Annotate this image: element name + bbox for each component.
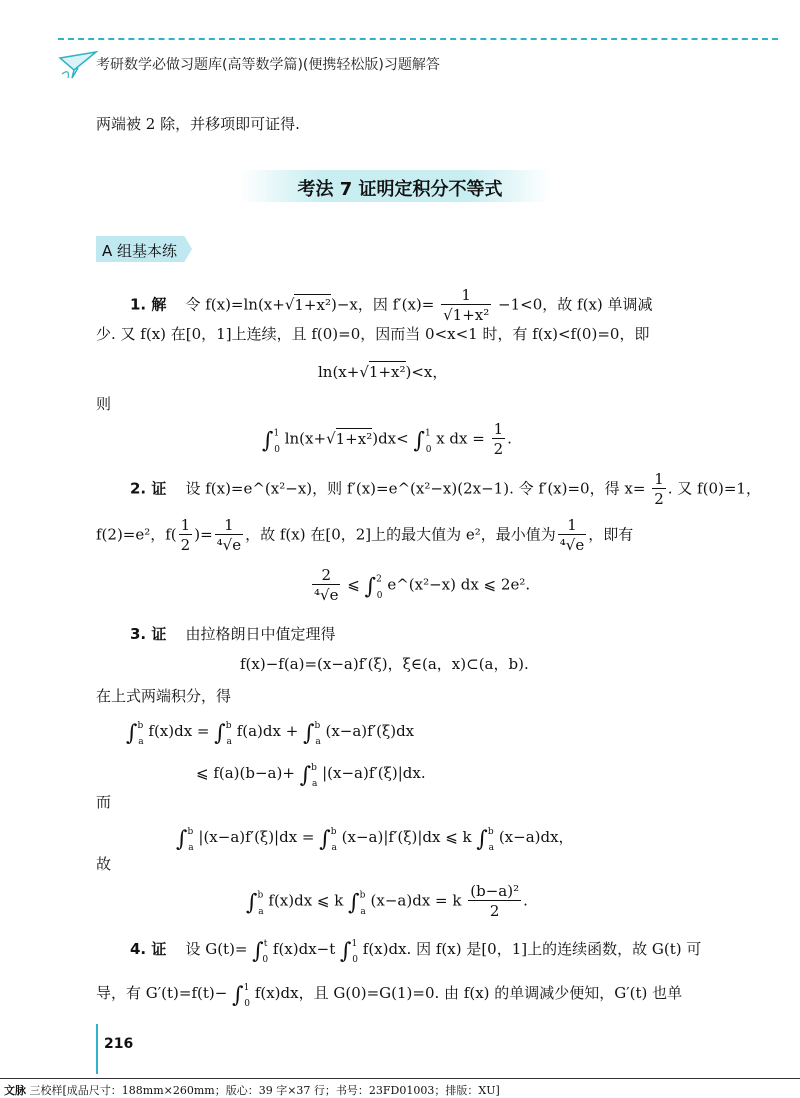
p3-so: 故 [96, 855, 112, 873]
page-number-rule [96, 1024, 98, 1074]
p3-label: 3. 证 [130, 625, 167, 643]
p1-text-c: )−x，因 f′(x)= [330, 295, 435, 314]
p1-root: 1+x² [294, 295, 331, 314]
paper-plane-logo [58, 48, 98, 82]
footer-rule [0, 1078, 800, 1079]
p1-text-a: 令 f(x)=ln(x+ [185, 295, 285, 314]
p1-eq1: ln(x+√1+x²)<x， [318, 363, 448, 381]
group-tag-label: A 组基本练 [102, 242, 178, 260]
p2-eq: $\frac{2}{\text{⁴√e}}$ ⩽ ∫$^2_0$ e^(x²−x) dx ⩽ 2e². [314, 566, 531, 604]
p1-fraction: $\frac{1}{\text{√1+x²}}$ [443, 286, 490, 324]
p2-label: 2. 证 [130, 479, 167, 498]
p1-line2: 少. 又 f(x) 在[0，1]上连续，且 f(0)=0，因而当 0<x<1 时，有 f(x)<f(0)=0，即 [96, 325, 650, 343]
p3-eq1: f(x)−f(a)=(x−a)f′(ξ)，ξ∈(a，x)⊂(a，b). [240, 655, 529, 673]
p1-then: 则 [96, 395, 112, 413]
p1-label: 1. 解 [130, 295, 167, 314]
section-title: 考法 7 证明定积分不等式 [297, 179, 503, 200]
intro-line: 两端被 2 除，并移项即可证得. [96, 115, 300, 133]
integral-sign: ∫ [262, 428, 274, 454]
p1-eq2-fraction: $\frac{1}{2}$ [493, 420, 504, 458]
book-title: 考研数学必做习题库(高等数学篇)(便携轻松版)习题解答 [96, 57, 440, 73]
p3-line1: 3. 证 由拉格朗日中值定理得 [130, 625, 336, 643]
p3-eq2: ∫$^b_a$ f(x)dx = ∫$^b_a$ f(a)dx + ∫$^b_a$ (x−a)f′(ξ)dx [126, 721, 415, 747]
p3-eq3: ⩽ f(a)(b−a)+ ∫$^b_a$ |(x−a)f′(ξ)|dx. [196, 763, 426, 789]
p1-eq2: ∫$^1_0$ ln(x+√1+x²)dx< ∫$^1_0$ x dx = $\frac{1}{2}$ . [262, 420, 512, 458]
footer-info: 三校样[成品尺寸：188mm×260mm；版心：39 字×37 行；书号：23FD01003；排版：XU] [29, 1084, 500, 1097]
p4-line2: 导，有 G′(t)=f(t)− ∫$^1_0$ f(x)dx，且 G(0)=G(1)=0. 由 f(x) 的单调减少便知，G′(t) 也单 [96, 983, 683, 1009]
p2-frac-half: $\frac{1}{2}$ [654, 470, 664, 508]
p2-line1: 2. 证 设 f(x)=e^(x²−x)，则 f′(x)=e^(x²−x)(2x−1). 令 f′(x)=0，得 x= $\frac{1}{2}$ . 又 f(0)=1， [130, 470, 761, 508]
p1-line1: 1. 解 令 f(x)=ln(x+√1+x²)−x，因 f′(x)= $\frac{1}{\text{√1+x²}}$ −1<0，故 f(x) 单调减 [130, 286, 653, 324]
p2-line2: f(2)=e²，f( $\frac{1}{2}$ )= $\frac{1}{\text{⁴√e}}$ ，故 f(x) 在[0，2]上的最大值为 e²，最小值为 $\frac{1}{\text{⁴√e}}$ ，即有 [96, 516, 634, 554]
p4-line1: 4. 证 设 G(t)= ∫$^t_0$ f(x)dx−t ∫$^1_0$ f(x)dx. 因 f(x) 是[0，1]上的连续函数，故 G(t) 可 [130, 939, 702, 965]
p3-and: 而 [96, 793, 112, 811]
p3-eq5: ∫$^b_a$ f(x)dx ⩽ k ∫$^b_a$ (x−a)dx = k $\frac{\text{(b−a)²}}{2}$ . [246, 882, 528, 920]
p3-eq4: ∫$^b_a$ |(x−a)f′(ξ)|dx = ∫$^b_a$ (x−a)|f′(ξ)|dx ⩽ k ∫$^b_a$ (x−a)dx， [176, 827, 574, 853]
p1-text-d: −1<0，故 f(x) 单调减 [498, 295, 653, 314]
p3-line2: 在上式两端积分，得 [96, 687, 232, 705]
footer [4, 1082, 500, 1098]
footer-brand: 文脉 [4, 1084, 26, 1097]
page-number: 216 [104, 1036, 134, 1052]
p4-label: 4. 证 [130, 940, 167, 958]
header-rule [58, 38, 778, 40]
